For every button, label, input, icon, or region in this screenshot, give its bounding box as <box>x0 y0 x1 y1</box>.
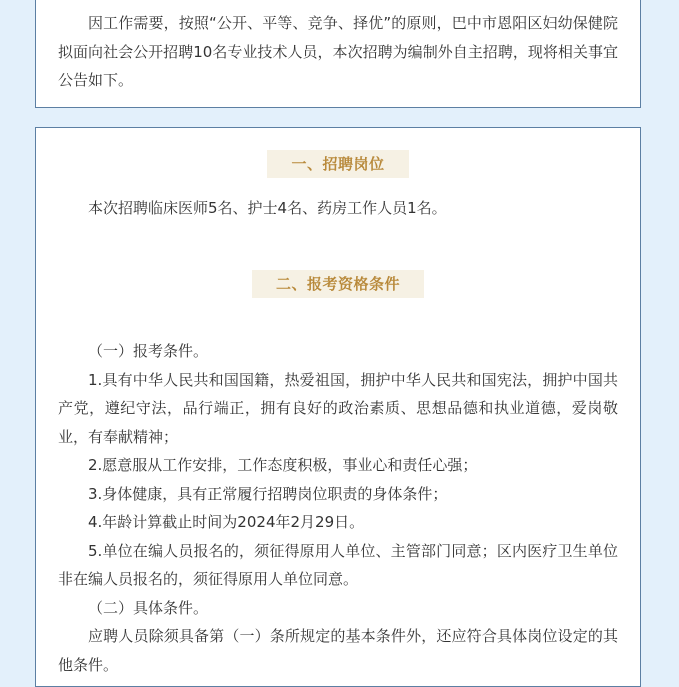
intro-paragraph: 因工作需要，按照“公开、平等、竞争、择优”的原则，巴中市恩阳区妇幼保健院拟面向社会公开招聘10名专业技术人员，本次招聘为编制外自主招聘，现将相关事宜公告如下。 <box>58 14 618 89</box>
section2-paragraph-3: 3.身体健康，具有正常履行招聘岗位职责的身体条件； <box>88 484 448 503</box>
section1-body <box>58 194 618 223</box>
section2-paragraph-0: （一）报考条件。 <box>88 342 209 360</box>
section2-paragraph-7: 应聘人员除须具备第（一）条所规定的基本条件外，还应符合具体岗位设定的其他条件。 <box>58 627 618 674</box>
section2-heading-wrap <box>36 270 640 298</box>
section1-heading: 一、招聘岗位 <box>267 150 408 178</box>
section2-paragraph-6: （二）具体条件。 <box>88 598 209 617</box>
section2-paragraph-5: 5.单位在编人员报名的，须征得原用人单位、主管部门同意；区内医疗卫生单位非在编人员报名的，须征得原用人单位同意。 <box>58 541 618 588</box>
section1-paragraph: 本次招聘临床医师5名、护士4名、药房工作人员1名。 <box>88 199 447 217</box>
section2-paragraph-2: 2.愿意服从工作安排，工作态度积极，事业心和责任心强； <box>88 456 478 474</box>
section2-paragraph-1: 1.具有中华人民共和国国籍，热爱祖国，拥护中华人民共和国宪法，拥护中国共产党，遵纪守法，品行端正，拥有良好的政治素质、思想品德和执业道德，爱岗敬业，有奉献精神； <box>58 370 618 446</box>
section2-body <box>58 337 618 679</box>
section1-heading-wrap <box>36 150 640 178</box>
section2-heading: 二、报考资格条件 <box>252 270 424 298</box>
intro-panel <box>35 0 641 108</box>
content-panel <box>35 127 641 687</box>
section2-paragraph-4: 4.年龄计算截止时间为2024年2月29日。 <box>88 513 365 531</box>
